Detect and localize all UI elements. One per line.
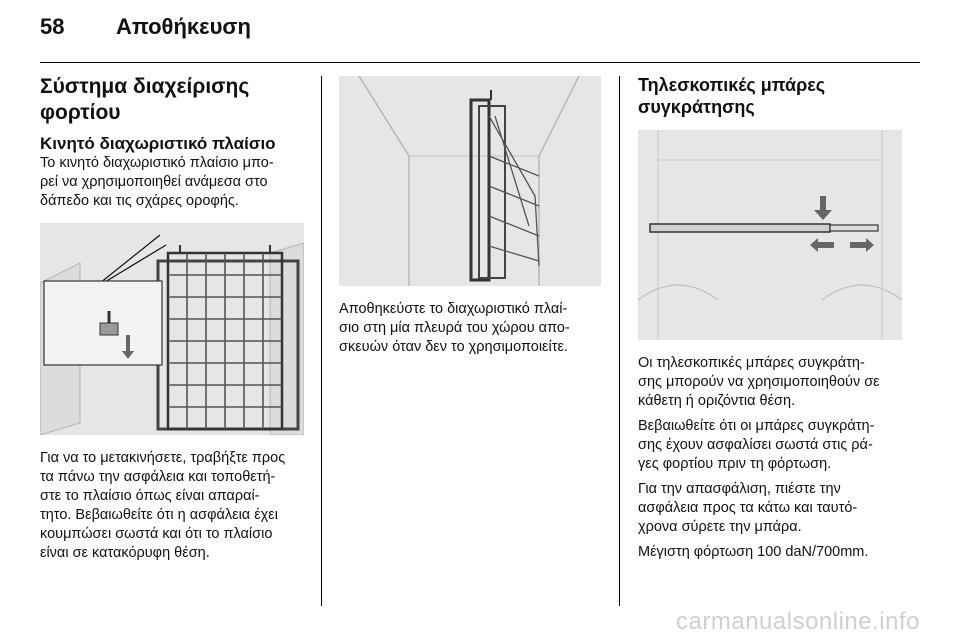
bars-secure-paragraph bbox=[638, 417, 902, 474]
bars-usage-paragraph bbox=[638, 354, 902, 411]
text-line: σης μπορούν να χρησιμοποιηθούν σε bbox=[638, 374, 880, 390]
telescopic-bar-illustration bbox=[638, 130, 902, 340]
text-line: κάθετη ή οριζόντια θέση. bbox=[638, 393, 796, 409]
column-divider-right bbox=[619, 76, 620, 606]
text-line: δάπεδο και τις σχάρες οροφής. bbox=[40, 193, 239, 209]
text-line: σης έχουν ασφαλίσει σωστά στις ρά- bbox=[638, 437, 873, 453]
watermark: carmanualsonline.info bbox=[676, 608, 920, 635]
text-line: Μέγιστη φόρτωση 100 daN/700mm. bbox=[638, 544, 869, 560]
heading-line: Τηλεσκοπικές μπάρες bbox=[638, 75, 826, 95]
text-line: τητο. Βεβαιωθείτε ότι η ασφάλεια έχει bbox=[40, 507, 278, 523]
partition-net-drawing bbox=[40, 223, 304, 435]
text-line: κουμπώσει σωστά και ότι το πλαίσιο bbox=[40, 526, 273, 542]
max-load-paragraph bbox=[638, 543, 902, 562]
text-line: ρεί να χρησιμοποιηθεί ανάμεσα στο bbox=[40, 174, 268, 190]
text-line: Οι τηλεσκοπικές μπάρες συγκράτη- bbox=[638, 355, 865, 371]
move-instructions-paragraph bbox=[40, 449, 304, 563]
text-line: Το κινητό διαχωριστικό πλαίσιο μπο- bbox=[40, 155, 274, 171]
header-rule bbox=[40, 62, 920, 63]
page-number: 58 bbox=[40, 14, 65, 39]
text-line: σκευών όταν δεν το χρησιμοποιείτε. bbox=[339, 339, 568, 355]
text-line: Αποθηκεύστε το διαχωριστικό πλαί- bbox=[339, 301, 568, 317]
column-divider-left bbox=[321, 76, 322, 606]
stow-paragraph bbox=[339, 300, 601, 357]
heading-line: συγκράτησης bbox=[638, 97, 755, 117]
text-line: είναι σε κατακόρυφη θέση. bbox=[40, 545, 210, 561]
movable-partition-subheading: Κινητό διαχωριστικό πλαίσιο bbox=[40, 134, 276, 153]
telescopic-bar-drawing bbox=[638, 130, 902, 340]
intro-paragraph bbox=[40, 154, 304, 211]
text-line: τα πάνω την ασφάλεια και τοποθετή- bbox=[40, 469, 276, 485]
stowed-partition-drawing bbox=[339, 76, 601, 286]
text-line: στε το πλαίσιο όπως είναι απαραί- bbox=[40, 488, 260, 504]
text-line: γες φορτίου πριν τη φόρτωση. bbox=[638, 456, 832, 472]
column-2 bbox=[339, 76, 601, 363]
text-line: ασφάλεια προς τα κάτω και ταυτό- bbox=[638, 500, 858, 516]
column-1 bbox=[40, 74, 304, 569]
section-title: Αποθήκευση bbox=[116, 14, 251, 39]
text-line: Βεβαιωθείτε ότι οι μπάρες συγκράτη- bbox=[638, 418, 875, 434]
heading-line: Σύστημα διαχείρισης bbox=[40, 75, 250, 98]
stowed-partition-illustration bbox=[339, 76, 601, 286]
text-line: σιο στη μία πλευρά του χώρου απο- bbox=[339, 320, 570, 336]
cargo-system-heading bbox=[40, 74, 304, 126]
column-3 bbox=[638, 74, 902, 568]
page-header bbox=[40, 14, 251, 44]
text-line: Για την απασφάλιση, πιέστε την bbox=[638, 481, 841, 497]
telescopic-bars-heading bbox=[638, 74, 902, 118]
heading-line: φορτίου bbox=[40, 101, 121, 124]
text-line: χρονα σύρετε την μπάρα. bbox=[638, 519, 802, 535]
bars-release-paragraph bbox=[638, 480, 902, 537]
text-line: Για να το μετακινήσετε, τραβήξτε προς bbox=[40, 450, 286, 466]
partition-net-illustration bbox=[40, 223, 304, 435]
